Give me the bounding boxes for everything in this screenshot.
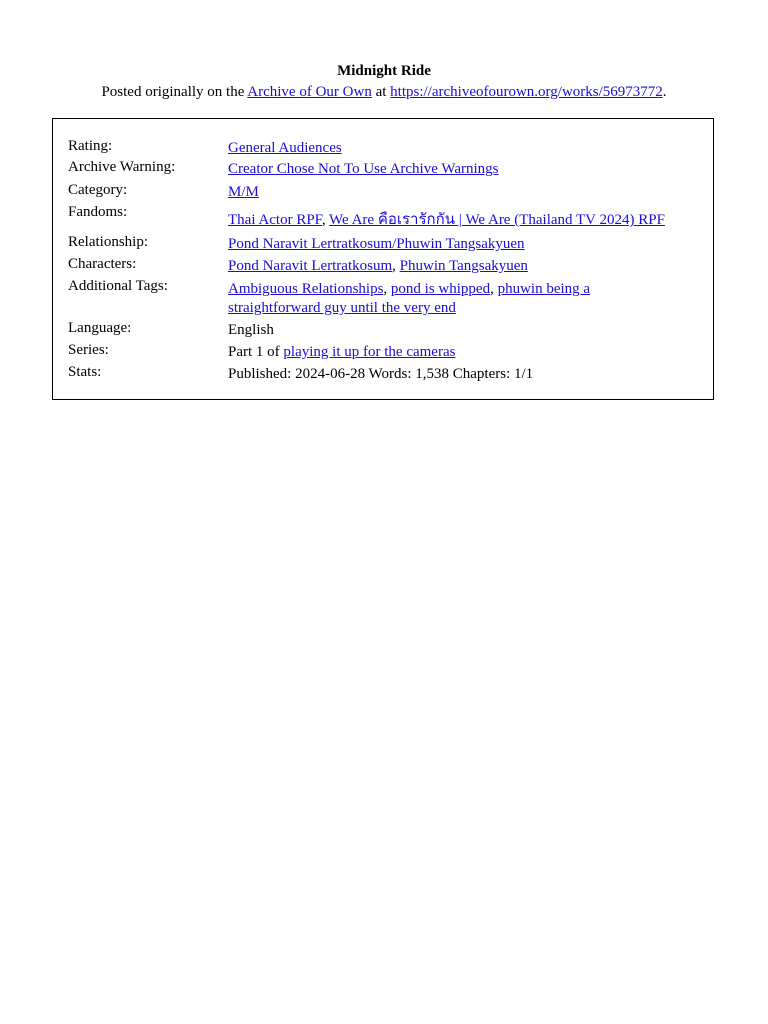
tag-link[interactable]: phuwin being a straightforward guy until the very end [228,281,591,316]
language-value: English [228,322,274,338]
warning-link[interactable]: Creator Chose Not To Use Archive Warnings [228,161,499,177]
posted-line [0,83,768,102]
category-label: Category: [68,182,128,198]
archive-link[interactable]: Archive of Our Own [247,84,372,100]
work-url-link[interactable]: https://archiveofourown.org/works/56973772 [390,84,663,100]
rating-label: Rating: [68,138,113,154]
relationship-label: Relationship: [68,234,148,250]
series-label: Series: [68,342,109,358]
relationship-link[interactable]: Pond Naravit Lertratkosum/Phuwin Tangsakyuen [228,236,525,252]
posted-prefix: Posted originally on the [101,84,248,100]
posted-suffix: . [662,84,667,100]
work-header [0,62,768,102]
fandom-link[interactable]: We Are คือเรารักกัน | We Are (Thailand TV 2024) RPF [329,212,665,228]
category-link[interactable]: M/M [228,184,259,200]
character-link[interactable]: Phuwin Tangsakyuen [399,258,528,274]
language-label: Language: [68,320,132,336]
work-meta-box [52,118,714,400]
stats-value: Published: 2024-06-28 Words: 1,538 Chapters: 1/1 [228,366,534,382]
tag-separator: , [383,281,391,297]
series-prefix: Part 1 of [228,344,284,360]
work-title: Midnight Ride [337,63,431,79]
warning-label: Archive Warning: [68,159,176,175]
series-link[interactable]: playing it up for the cameras [283,344,456,360]
characters-label: Characters: [68,256,137,272]
fandoms-label: Fandoms: [68,204,128,220]
character-separator: , [392,258,400,274]
tag-separator: , [490,281,498,297]
fandom-link[interactable]: Thai Actor RPF [228,212,322,228]
fandom-separator: , [321,212,330,228]
tag-link[interactable]: Ambiguous Relationships [228,281,384,297]
tag-link[interactable]: pond is whipped [390,281,491,297]
stats-label: Stats: [68,364,102,380]
character-link[interactable]: Pond Naravit Lertratkosum [228,258,393,274]
rating-link[interactable]: General Audiences [228,140,342,156]
tags-label: Additional Tags: [68,278,168,294]
posted-at: at [371,84,391,100]
